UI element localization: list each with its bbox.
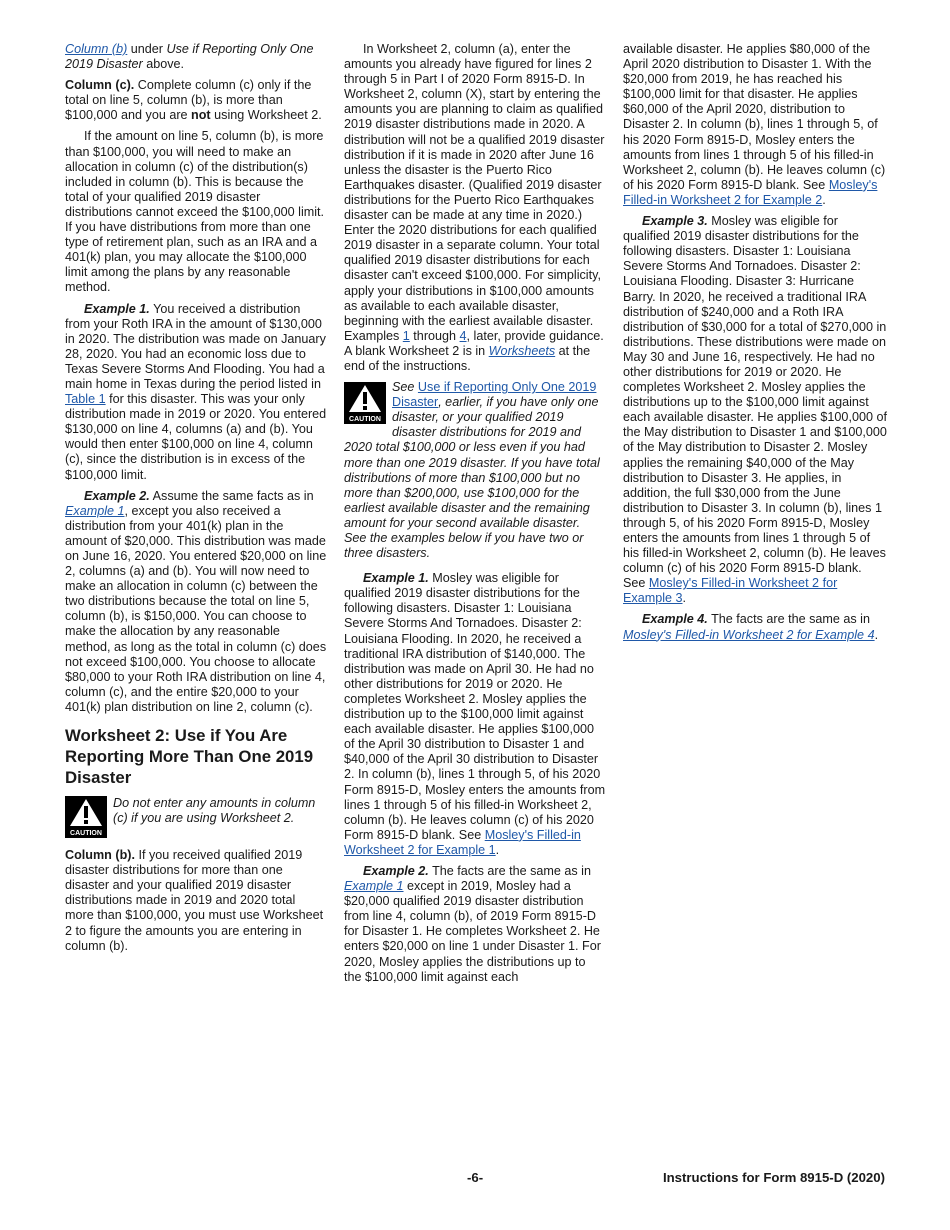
column-1: [65, 42, 327, 960]
caution-icon-label: CAUTION: [70, 830, 102, 838]
link-mosley-worksheet-example-3[interactable]: Mosley's Filled-in Worksheet 2 for Example 3: [623, 576, 838, 606]
caution-icon-label: CAUTION: [349, 416, 381, 424]
page-number: -6-: [467, 1170, 484, 1185]
column-3: [623, 42, 887, 649]
caution-note-2: [344, 380, 606, 561]
link-example-1[interactable]: Example 1: [344, 879, 404, 894]
column-b-paragraph: Column (b). If you received qualified 2019 disaster distributions for more than one disaster and your qualified 2019 disaster distributions made in 2019 and 2020 total more than $100,000, you must use Worksheet 2 to figure the amounts you are entering in column (b).: [65, 848, 324, 953]
caution-text-1: Do not enter any amounts in column (c) if you are using Worksheet 2.: [113, 796, 316, 826]
col3-continuation: available disaster. He applies $80,000 of the April 2020 distribution to Disaster 1. With the $20,000 from 2019, he has reached his $100,000 limit for that disaster. He applies $60,000 of the April 2020, distribution to Disaster 2. In column (b), lines 1 through 5, of his 2020 Form 8915-D, Mosley enters the amounts from lines 1 through 5 of his filled-in Worksheet 2, column (b). He leaves column (c) of his 2020 Form 8915-D blank. See Mosley's Filled-in Worksheet 2 for Example 2.: [623, 42, 886, 207]
worksheet-2-heading: Worksheet 2: Use if You Are Reporting More Than One 2019 Disaster: [65, 726, 314, 788]
col2-example-1: Example 1. Mosley was eligible for qualified 2019 disaster distributions for the following disasters. Disaster 1: Louisiana Severe Storms And Tornadoes. Disaster 2: Louisiana Flooding. In 2020, he received a traditional IRA distribution of $140,000. The distribution was made on April 30. He had no other distributions for 2019 or 2020. He completes Worksheet 2. Mosley applies the distribution up to the $100,000 limit against each available disaster. He applies $100,000 of the April 30 distribution to Disaster 1 and $40,000 of the April 30 distribution to Disaster 2. In column (b), lines 1 through 5, of his 2020 Form 8915-D, Mosley enters the amounts from lines 1 through 5 of his filled-in Worksheet 2, column (b). He leaves column (c) of his 2020 Form 8915-D blank. See Mosley's Filled-in Worksheet 2 for Example 1.: [344, 571, 606, 857]
col3-example-3: Example 3. Mosley was eligible for qualified 2019 disaster distributions for the following disasters. Disaster 1: Louisiana Severe Storms And Tornadoes. Disaster 2: Louisiana Flooding. Disaster 3: Hurricane Barry. In 2020, he received a traditional IRA distribution of $240,000 and a Roth IRA distribution of $30,000 for a total of $270,000 in distributions. These distributions were made on May 30 and June 16, respectively. He had no other distributions for 2019 or 2020. He completes Worksheet 2. Mosley applies the distributions up to the $100,000 limit against each available disaster. He applies $100,000 of the May distribution to Disaster 1 and $100,000 of the May distribution to Disaster 2. Mosley applies the remaining $40,000 of the May distribution to Disaster 3. He applies, in addition, the full $30,000 from the June distribution to Disaster 3. In column (b), lines 1 through 5, of his 2020 Form 8915-D, Mosley enters the amounts from lines 1 through 5 of his filled-in Worksheet 2, column (b). He leaves column (c) of his 2020 Form 8915-D blank. See Mosley's Filled-in Worksheet 2 for Example 3.: [623, 214, 887, 606]
link-worksheets[interactable]: Worksheets: [488, 343, 556, 358]
col2-example-2: Example 2. The facts are the same as in Example 1 except in 2019, Mosley had a $20,000 qualified 2019 disaster distribution from line 4, column (b), of 2019 Form 8915-D for Disaster 1. He completes Worksheet 2. He enters $20,000 on line 1 under Disaster 1. For 2020, Mosley applies the distributions up to the $100,000 limit against each: [344, 863, 601, 984]
link-example-4-ref[interactable]: 4: [459, 328, 467, 343]
link-use-if-one-disaster[interactable]: Use if Reporting Only One 2019 Disaster: [392, 380, 597, 410]
caution-note-1: [65, 796, 327, 838]
col1-example-1: Example 1. You received a distribution from your Roth IRA in the amount of $130,000 in 2020. The distribution was made on January 28, 2020. You had an economic loss due to Texas Severe Storms And Flooding. You had a main home in Texas during the period listed in Table 1 for this disaster. This was your only distribution made in 2019 or 2020. You entered $130,000 on line 4, columns (a) and (b). You would then enter $100,000 on line 4, column (c), since the distribution is in excess of the $100,000 limit.: [65, 301, 327, 482]
caution-icon: [344, 382, 386, 424]
col1-intro: Column (b) under Use if Reporting Only One 2019 Disaster above.: [65, 42, 314, 72]
col1-example-2: Example 2. Assume the same facts as in Example 1, except you also received a distribution from your 401(k) plan in the amount of $20,000. This distribution was made on June 16, 2020. You entered $20,000 on line 2, columns (a) and (b). You will now need to make an allocation in column (c) between the two distributions because the total on line 5, column (b), is $150,000. You can choose to make the allocation by any reasonable method, as long as the total in column (c) does not exceed $100,000. You choose to allocate $80,000 to your Roth IRA distribution on line 4, column (c), and the entire $20,000 to your 401(k) plan distribution on line 2, column (c).: [65, 488, 327, 714]
link-example-1[interactable]: Example 1: [65, 503, 125, 518]
link-example-1-ref[interactable]: 1: [402, 328, 410, 343]
link-table-1[interactable]: Table 1: [65, 392, 106, 407]
caution-text-2: See Use if Reporting Only One 2019 Disaster, earlier, if you have only one disaster, or your qualified 2019 disaster distributions for 2019 and 2020 total $100,000 or less even if you had more than one 2019 disaster. If you have total distributions of more than $100,000 but no more than $200,000, use $100,000 for the earliest available disaster and the remaining amount for your second available disaster. See the examples below if you have two or three disasters.: [344, 380, 600, 561]
link-example-3[interactable]: Mosley's Filled-in Worksheet 2 for Example 4: [623, 627, 875, 642]
col3-example-4: Example 4. The facts are the same as in Mosley's Filled-in Worksheet 2 for Example 4.: [623, 612, 879, 642]
allocation-paragraph: If the amount on line 5, column (b), is more than $100,000, you will need to make an allocation in column (c) of the distribution(s) included in column (b). This is because the total of your qualified 2019 disaster distributions cannot exceed the $100,000 limit. If you have distributions from more than one type of retirement plan, such as an IRA and a 401(k) plan, you may allocate the $100,000 limit among the plans by any reasonable method.: [65, 129, 325, 295]
column-c-paragraph: Column (c). Complete column (c) only if the total on line 5, column (b), is more than $100,000 and you are not using Worksheet 2.: [65, 78, 322, 123]
caution-icon: [65, 796, 107, 838]
link-mosley-worksheet-example-1[interactable]: Mosley's Filled-in Worksheet 2 for Example 1: [344, 827, 581, 857]
footer-title: Instructions for Form 8915-D (2020): [662, 1170, 885, 1185]
column-2: [344, 42, 606, 991]
worksheet-2-instructions: In Worksheet 2, column (a), enter the amounts you already have figured for lines 2 through 5 in Part I of 2020 Form 8915-D. In Worksheet 2, column (X), start by entering the amounts you are planning to claim as qualified 2019 disaster distributions made in 2020. A distribution will not be a qualified 2019 disaster distribution if it is made in 2020 after June 16 unless the disaster is the Puerto Rico Earthquakes disaster. (Qualified 2019 disaster distributions for the Puerto Rico Earthquakes disaster can be made at any time in 2020.) Enter the 2020 distributions for each qualified 2019 disaster in a separate column. Your total qualified 2019 disaster distributions for each disaster can't exceed $100,000. For simplicity, apply your distributions in $100,000 amounts as available to each available disaster, beginning with the earliest available disaster. Examples 1 through 4, later, provide guidance. A blank Worksheet 2 is in Worksheets at the end of the instructions.: [344, 42, 605, 373]
link-mosley-worksheet-example-2[interactable]: Mosley's Filled-in Worksheet 2 for Example 2: [623, 177, 878, 207]
link-column-b[interactable]: Column (b): [65, 42, 128, 56]
